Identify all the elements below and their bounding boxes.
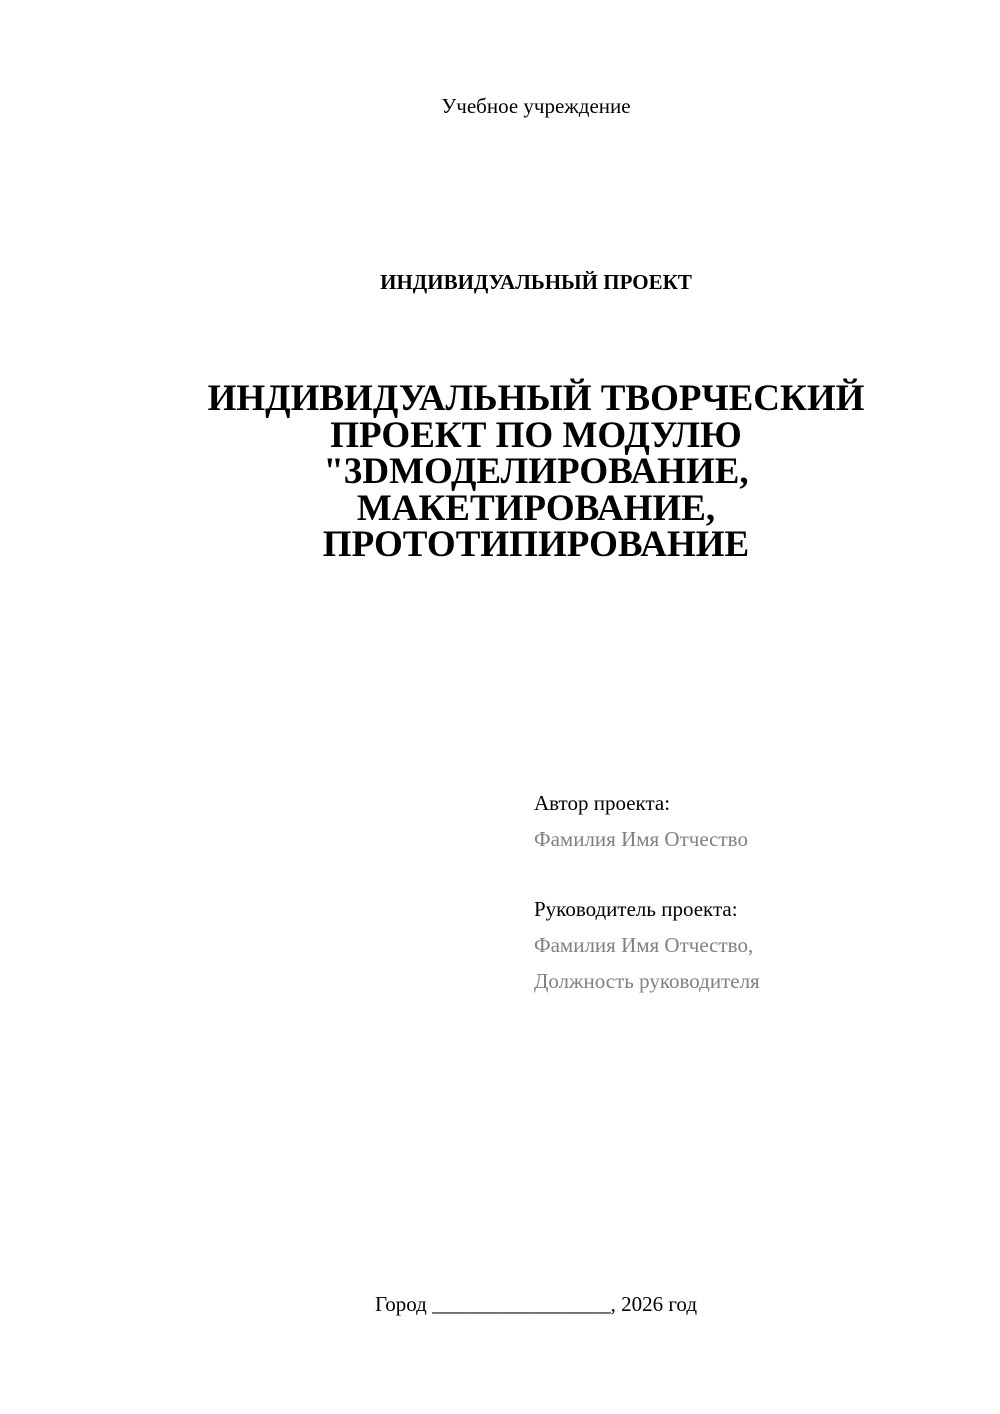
author-label: Автор проекта: <box>534 791 671 815</box>
project-title-line: ПРОТОТИПИРОВАНИЕ <box>322 524 750 565</box>
supervisor-position: Должность руководителя <box>534 969 760 993</box>
institution-name: Учебное учреждение <box>441 94 631 118</box>
supervisor-name: Фамилия Имя Отчество, <box>534 933 754 957</box>
document-type: ИНДИВИДУАЛЬНЫЙ ПРОЕКТ <box>380 270 692 294</box>
city-year-footer: Город _________________, 2026 год <box>374 1292 698 1316</box>
author-name: Фамилия Имя Отчество <box>534 827 748 851</box>
project-title-line: ИНДИВИДУАЛЬНЫЙ ТВОРЧЕСКИЙ <box>207 378 865 419</box>
supervisor-block <box>534 891 974 999</box>
supervisor-label: Руководитель проекта: <box>534 897 738 921</box>
project-title <box>170 378 902 565</box>
project-title-line: МАКЕТИРОВАНИЕ, <box>356 487 716 529</box>
project-title-line: "3DМОДЕЛИРОВАНИЕ, <box>323 451 749 492</box>
project-title-line: ПРОЕКТ ПО МОДУЛЮ <box>330 414 742 456</box>
author-block <box>534 785 974 857</box>
